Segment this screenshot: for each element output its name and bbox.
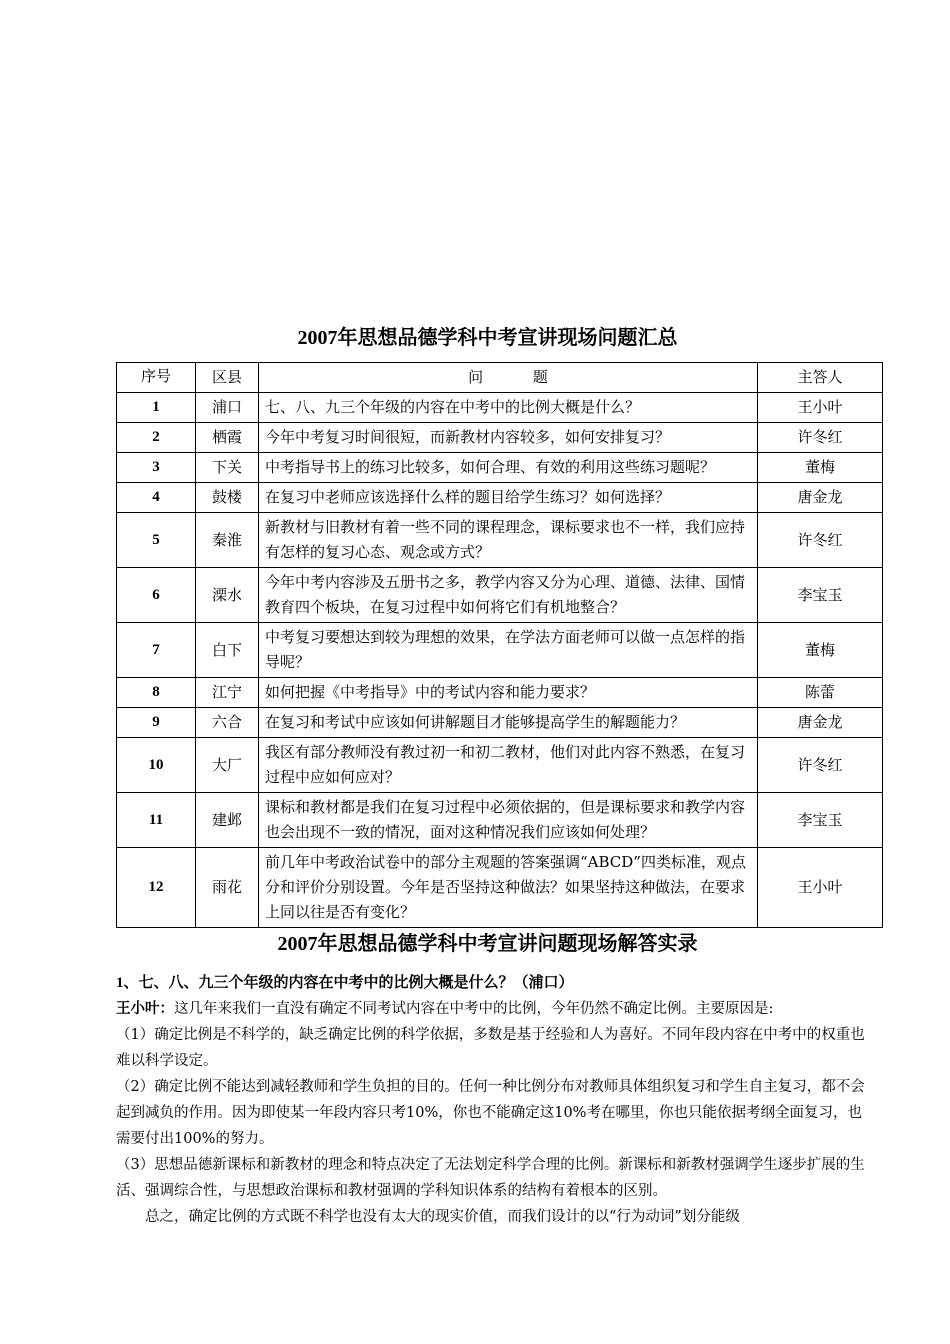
row-answerer: 李宝玉 <box>758 568 883 623</box>
answer-section <box>116 970 866 1230</box>
row-question: 中考复习要想达到较为理想的效果，在学法方面老师可以做一点怎样的指导呢？ <box>259 623 758 678</box>
row-question: 在复习和考试中应该如何讲解题目才能够提高学生的解题能力？ <box>259 708 758 738</box>
row-district: 江宁 <box>196 678 259 708</box>
question-summary-table <box>116 362 883 928</box>
row-district: 白下 <box>196 623 259 678</box>
row-number: 9 <box>117 708 196 738</box>
row-number: 5 <box>117 513 196 568</box>
answer1-summary: 总之，确定比例的方式既不科学也没有太大的现实价值，而我们设计的以“行为动词”划分能级 <box>145 1209 740 1225</box>
table-row <box>117 623 883 678</box>
table-row <box>117 678 883 708</box>
answer1-intro: 这几年来我们一直没有确定不同考试内容在中考中的比例，今年仍然不确定比例。主要原因是: <box>174 1001 774 1017</box>
row-number: 6 <box>117 568 196 623</box>
row-answerer: 唐金龙 <box>758 708 883 738</box>
table-row <box>117 513 883 568</box>
row-district: 栖霞 <box>196 423 259 453</box>
table-header-row <box>117 363 883 393</box>
row-answerer: 许冬红 <box>758 738 883 793</box>
row-number: 10 <box>117 738 196 793</box>
header-question-label: 问 题 <box>468 368 548 386</box>
row-number: 7 <box>117 623 196 678</box>
row-answerer: 王小叶 <box>758 848 883 928</box>
table-row <box>117 738 883 793</box>
table-row <box>117 848 883 928</box>
table-row <box>117 793 883 848</box>
row-district: 建邺 <box>196 793 259 848</box>
row-question: 前几年中考政治试卷中的部分主观题的答案强调“ABCD”四类标准，观点分和评价分别设置。今年是否坚持这种做法？如果坚持这种做法，在要求上同以往是否有变化？ <box>259 848 758 928</box>
row-number: 4 <box>117 483 196 513</box>
row-answerer: 董梅 <box>758 623 883 678</box>
answer1-point3: （3）思想品德新课标和新教材的理念和特点决定了无法划定科学合理的比例。新课标和新教材强调学生逐步扩展的生活、强调综合性，与思想政治课标和教材强调的学科知识体系的结构有着根本的区别。 <box>116 1157 865 1199</box>
header-answerer: 主答人 <box>758 363 883 393</box>
table-row <box>117 393 883 423</box>
row-district: 下关 <box>196 453 259 483</box>
row-answerer: 唐金龙 <box>758 483 883 513</box>
answer1-point1: （1）确定比例是不科学的，缺乏确定比例的科学依据，多数是基于经验和人为喜好。不同年段内容在中考中的权重也难以科学设定。 <box>116 1027 865 1069</box>
header-district: 区县 <box>196 363 259 393</box>
row-number: 1 <box>117 393 196 423</box>
row-question: 我区有部分教师没有教过初一和初二教材，他们对此内容不熟悉，在复习过程中应如何应对？ <box>259 738 758 793</box>
table-row <box>117 708 883 738</box>
row-question: 今年中考内容涉及五册书之多，教学内容又分为心理、道德、法律、国情教育四个板块，在复习过程中如何将它们有机地整合？ <box>259 568 758 623</box>
row-answerer: 许冬红 <box>758 423 883 453</box>
table-row <box>117 453 883 483</box>
row-district: 溧水 <box>196 568 259 623</box>
answer1-heading: 1、七、八、九三个年级的内容在中考中的比例大概是什么？（浦口） <box>116 975 574 991</box>
header-question <box>259 363 758 393</box>
row-question: 今年中考复习时间很短，而新教材内容较多，如何安排复习？ <box>259 423 758 453</box>
row-question: 如何把握《中考指导》中的考试内容和能力要求？ <box>259 678 758 708</box>
row-answerer: 陈蕾 <box>758 678 883 708</box>
row-answerer: 许冬红 <box>758 513 883 568</box>
table-row <box>117 423 883 453</box>
summary-title: 2007年思想品德学科中考宣讲现场问题汇总 <box>297 327 678 349</box>
row-number: 3 <box>117 453 196 483</box>
row-question: 在复习中老师应该选择什么样的题目给学生练习？如何选择？ <box>259 483 758 513</box>
row-question: 中考指导书上的练习比较多，如何合理、有效的利用这些练习题呢？ <box>259 453 758 483</box>
answer1-intro-paragraph <box>116 996 866 1022</box>
row-district: 浦口 <box>196 393 259 423</box>
row-district: 秦淮 <box>196 513 259 568</box>
row-question: 课标和教材都是我们在复习过程中必须依据的，但是课标要求和教学内容也会出现不一致的情况，面对这种情况我们应该如何处理？ <box>259 793 758 848</box>
answer1-speaker: 王小叶： <box>116 1000 174 1017</box>
row-question: 七、八、九三个年级的内容在中考中的比例大概是什么？ <box>259 393 758 423</box>
row-question: 新教材与旧教材有着一些不同的课程理念，课标要求也不一样，我们应持有怎样的复习心态、观念或方式？ <box>259 513 758 568</box>
table-row <box>117 483 883 513</box>
row-number: 12 <box>117 848 196 928</box>
row-district: 鼓楼 <box>196 483 259 513</box>
answer1-point2: （2）确定比例不能达到减轻教师和学生负担的目的。任何一种比例分布对教师具体组织复习和学生自主复习，都不会起到减负的作用。因为即使某一年段内容只考10%，你也不能确定这10%考在哪里，你也只能依据考纲全面复习，也需要付出100%的努力。 <box>116 1079 865 1147</box>
row-answerer: 董梅 <box>758 453 883 483</box>
row-district: 雨花 <box>196 848 259 928</box>
answers-title: 2007年思想品德学科中考宣讲问题现场解答实录 <box>277 933 698 955</box>
row-number: 8 <box>117 678 196 708</box>
row-answerer: 李宝玉 <box>758 793 883 848</box>
row-number: 11 <box>117 793 196 848</box>
table-row <box>117 568 883 623</box>
row-district: 大厂 <box>196 738 259 793</box>
row-answerer: 王小叶 <box>758 393 883 423</box>
header-no: 序号 <box>117 363 196 393</box>
row-district: 六合 <box>196 708 259 738</box>
row-number: 2 <box>117 423 196 453</box>
